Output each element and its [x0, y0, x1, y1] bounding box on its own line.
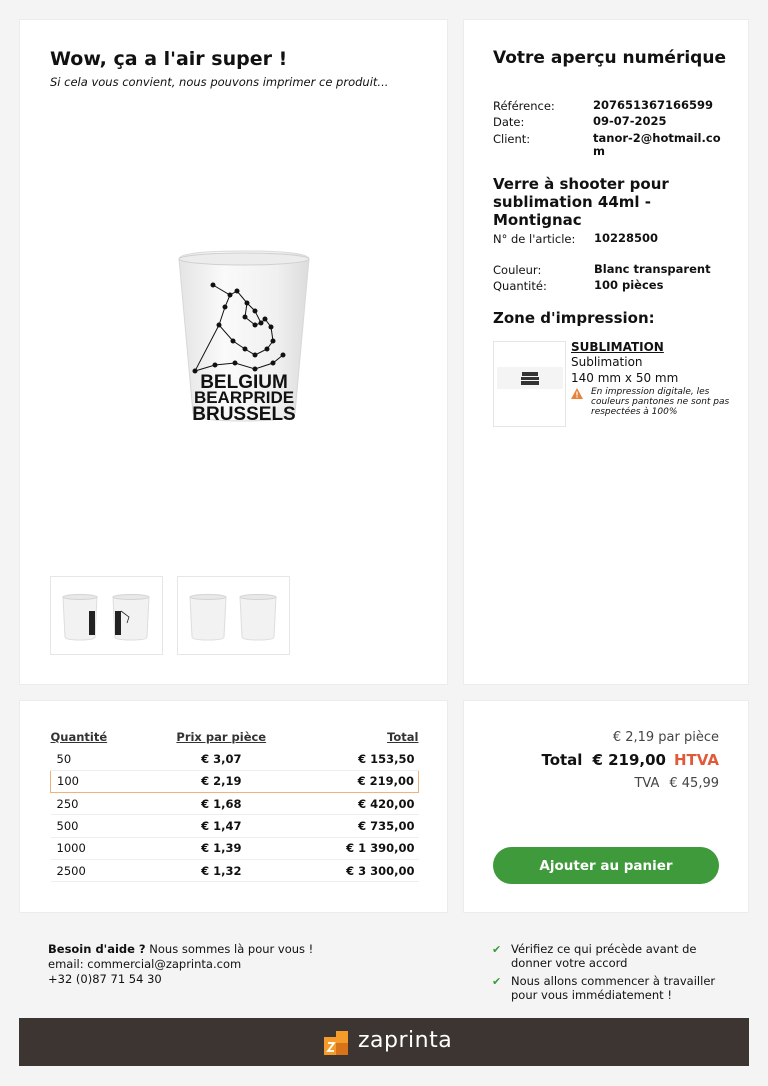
- row-total: € 735,00: [297, 815, 419, 837]
- help-block: [48, 942, 313, 987]
- thumbnail-back[interactable]: [177, 576, 290, 655]
- checklist: [492, 942, 732, 1006]
- zaprinta-logo[interactable]: [324, 1030, 454, 1056]
- row-total: € 153,50: [297, 748, 419, 770]
- help-phone[interactable]: +32 (0)87 71 54 30: [48, 972, 162, 986]
- prices-card: [19, 700, 448, 913]
- row-unit-price: € 1,32: [146, 859, 297, 881]
- row-total: € 219,00: [297, 770, 419, 792]
- totals-card: [463, 700, 749, 913]
- footer: [19, 1018, 749, 1066]
- check-text: Nous allons commencer à travailler pour vous immédiatement !: [511, 974, 716, 1002]
- row-quantity: 500: [51, 815, 146, 837]
- color-value: Blanc transparent: [594, 262, 711, 276]
- price-row[interactable]: [51, 859, 419, 881]
- details-title: Votre aperçu numérique: [493, 48, 726, 68]
- row-unit-price: € 1,68: [146, 793, 297, 815]
- client-value: tanor-2@hotmail.com: [593, 131, 721, 158]
- price-row[interactable]: [51, 748, 419, 770]
- total-value: € 219,00: [592, 751, 666, 769]
- price-table-header: [51, 728, 419, 748]
- htva-label: HTVA: [674, 751, 719, 769]
- price-row[interactable]: [51, 793, 419, 815]
- row-quantity: 100: [51, 770, 146, 792]
- quantity-label: Quantité:: [493, 279, 547, 293]
- row-unit-price: € 2,19: [146, 770, 297, 792]
- quantity-value: 100 pièces: [594, 278, 664, 292]
- preview-subtitle: Si cela vous convient, nous pouvons imprimer ce produit...: [50, 75, 389, 89]
- reference-label: Référence:: [493, 99, 555, 113]
- help-bold: Besoin d'aide ?: [48, 942, 146, 956]
- client-label: Client:: [493, 132, 531, 146]
- price-row[interactable]: [51, 815, 419, 837]
- zone-type: Sublimation: [571, 355, 643, 369]
- product-name: Verre à shooter pour sublimation 44ml - Montignac: [493, 175, 669, 229]
- zone-size: 140 mm x 50 mm: [571, 371, 679, 385]
- row-quantity: 50: [51, 748, 146, 770]
- check-text: Vérifiez ce qui précède avant de donner votre accord: [511, 942, 697, 970]
- zone-title: Zone d'impression:: [493, 309, 655, 327]
- row-total: € 1 390,00: [297, 837, 419, 859]
- print-line-3: BRUSSELS: [192, 404, 296, 425]
- color-label: Couleur:: [493, 263, 542, 277]
- date-value: 09-07-2025: [593, 114, 667, 128]
- price-table: [50, 728, 419, 882]
- help-email[interactable]: email: commercial@zaprinta.com: [48, 957, 242, 971]
- row-quantity: 1000: [51, 837, 146, 859]
- price-row[interactable]: [51, 837, 419, 859]
- price-row[interactable]: [51, 770, 419, 792]
- tva-value: € 45,99: [669, 776, 719, 791]
- help-line: [48, 942, 313, 957]
- article-label: N° de l'article:: [493, 232, 576, 246]
- tva-line: [634, 776, 719, 791]
- preview-title: Wow, ça a l'air super !: [50, 48, 288, 70]
- row-unit-price: € 1,39: [146, 837, 297, 859]
- header-total: Total: [387, 730, 419, 744]
- logo-text: zaprinta: [358, 1028, 453, 1053]
- reference-value: 207651367166599: [593, 98, 714, 112]
- check-icon: ✔: [492, 943, 502, 956]
- total-line: [541, 751, 719, 769]
- total-label: Total: [541, 751, 583, 769]
- zone-name[interactable]: SUBLIMATION: [571, 340, 664, 354]
- thumbnail-sides[interactable]: [50, 576, 163, 655]
- row-quantity: 250: [51, 793, 146, 815]
- zone-thumbnail[interactable]: [493, 341, 566, 427]
- row-unit-price: € 3,07: [146, 748, 297, 770]
- row-total: € 3 300,00: [297, 859, 419, 881]
- print-line-1: BELGIUM: [200, 372, 288, 393]
- row-unit-price: € 1,47: [146, 815, 297, 837]
- warning-icon: [571, 388, 583, 399]
- check-item: [492, 942, 732, 970]
- header-quantity: Quantité: [50, 730, 108, 744]
- zone-warning: En impression digitale, les couleurs pantones ne sont pas respectées à 100%: [591, 387, 730, 417]
- header-unit-price: Prix par pièce: [176, 730, 267, 744]
- help-text: Nous sommes là pour vous !: [145, 942, 314, 956]
- add-to-cart-button[interactable]: Ajouter au panier: [493, 847, 719, 884]
- price-per-piece: € 2,19 par pièce: [612, 730, 719, 745]
- check-icon: ✔: [492, 975, 502, 988]
- row-total: € 420,00: [297, 793, 419, 815]
- check-item: [492, 974, 732, 1002]
- article-value: 10228500: [594, 231, 659, 245]
- date-label: Date:: [493, 115, 525, 129]
- details-card: [463, 19, 749, 685]
- logo-mark-icon: [324, 1031, 348, 1055]
- tva-label: TVA: [634, 776, 660, 791]
- print-line-2: BEARPRIDE: [193, 388, 295, 407]
- product-image: [175, 245, 313, 425]
- row-quantity: 2500: [51, 859, 146, 881]
- preview-card: [19, 19, 448, 685]
